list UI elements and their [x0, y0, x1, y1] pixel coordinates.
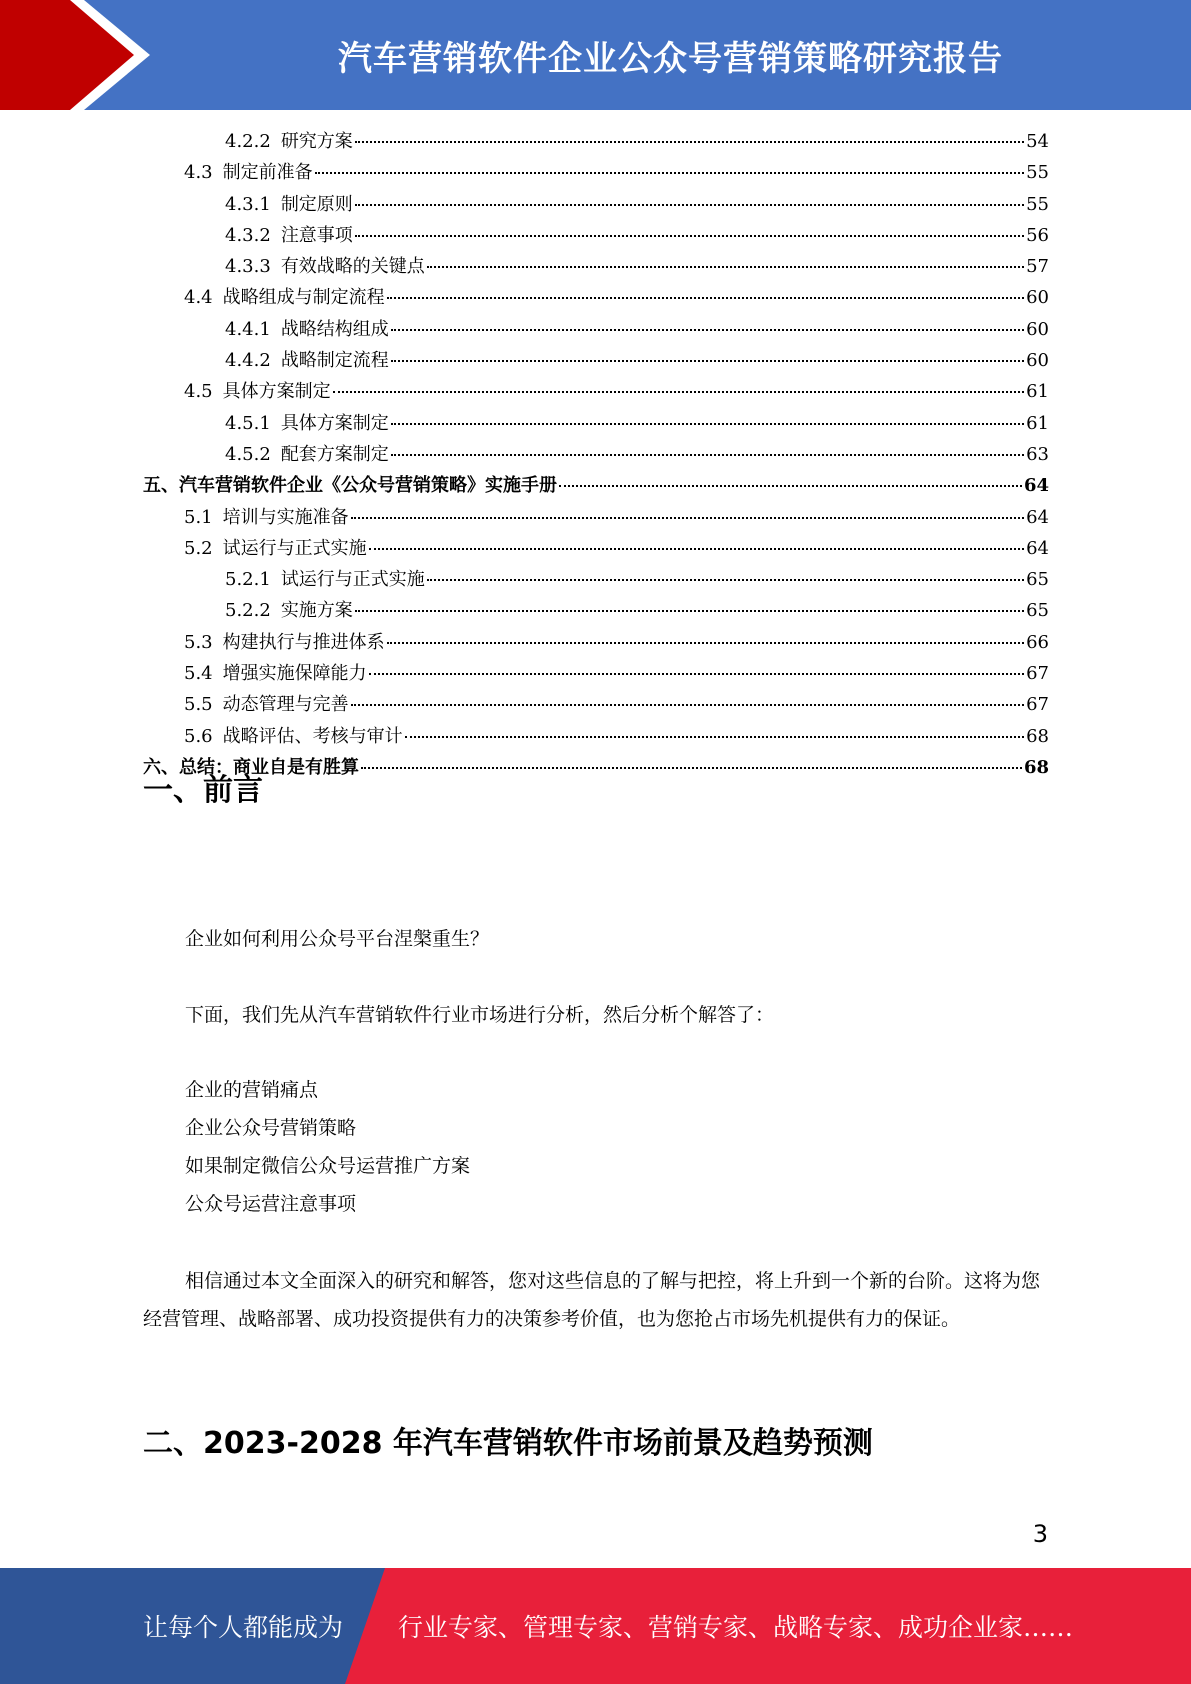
- toc-entry-number: 5.1: [184, 506, 213, 528]
- toc-entry-number: 5.2.1: [225, 569, 271, 591]
- toc-entry[interactable]: [143, 534, 1049, 565]
- toc-entry-page: 64: [1026, 506, 1049, 528]
- toc-entry[interactable]: [143, 377, 1049, 408]
- toc-entry-number: 4.4.1: [225, 318, 271, 340]
- toc-entry-page: 64: [1026, 537, 1049, 559]
- toc-entry[interactable]: [143, 190, 1049, 221]
- toc-entry-number: 5.3: [184, 631, 213, 653]
- preface-paragraph-1: 企业如何利用公众号平台涅槃重生？: [185, 928, 490, 950]
- toc-entry[interactable]: [143, 221, 1049, 252]
- toc-dot-leader: [405, 736, 1024, 738]
- toc-entry-page: 67: [1026, 694, 1049, 716]
- toc-dot-leader: [315, 172, 1024, 174]
- toc-entry-page: 55: [1026, 193, 1049, 215]
- toc-entry-page: 55: [1026, 162, 1049, 184]
- preface-list-item: 公众号运营注意事项: [185, 1193, 357, 1215]
- toc-entry-title: 制定原则: [280, 193, 353, 215]
- header-title: 汽车营销软件企业公众号营销策略研究报告: [338, 38, 1003, 79]
- toc-entry-number: 4.4: [184, 287, 213, 309]
- toc-dot-leader: [387, 642, 1024, 644]
- toc-entry[interactable]: [143, 346, 1049, 377]
- page-number: 3: [1032, 1520, 1048, 1548]
- toc-entry-title: 动态管理与完善: [222, 694, 349, 716]
- toc-entry-title: 试运行与正式实施: [280, 569, 425, 591]
- toc-entry-number: 4.3.2: [225, 224, 271, 246]
- preface-list-item: 如果制定微信公众号运营推广方案: [185, 1155, 471, 1177]
- toc-entry-page: 61: [1026, 412, 1049, 434]
- toc-entry-title: 战略制定流程: [280, 350, 389, 372]
- toc-entry-title: 增强实施保障能力: [222, 663, 367, 685]
- toc-dot-leader: [391, 329, 1024, 331]
- page-footer: [0, 1568, 1191, 1684]
- toc-entry[interactable]: [143, 628, 1049, 659]
- toc-entry-page: 68: [1026, 725, 1049, 747]
- toc-dot-leader: [369, 673, 1024, 675]
- preface-paragraph-3: 相信通过本文全面深入的研究和解答，您对这些信息的了解与把控，将上升到一个新的台阶。这将为您经营管理、战略部署、成功投资提供有力的决策参考价值，也为您抢占市场先机提供有力的保证。: [143, 1270, 1041, 1330]
- toc-entry-title: 具体方案制定: [222, 381, 331, 403]
- toc-entry-title: 制定前准备: [222, 162, 313, 184]
- toc-entry-page: 67: [1026, 663, 1049, 685]
- toc-entry-page: 64: [1023, 475, 1049, 497]
- toc-entry-number: 4.4.2: [225, 350, 271, 372]
- preface-paragraph-2: 下面，我们先从汽车营销软件行业市场进行分析，然后分析个解答了：: [185, 1004, 775, 1026]
- toc-entry-title: 配套方案制定: [280, 443, 389, 465]
- toc-entry-page: 68: [1023, 756, 1049, 778]
- toc-entry-page: 56: [1026, 224, 1049, 246]
- toc-dot-leader: [427, 579, 1024, 581]
- toc-dot-leader: [391, 454, 1024, 456]
- header-red-chevron: [0, 0, 140, 110]
- toc-entry-title: 实施方案: [280, 600, 353, 622]
- toc-entry-number: 4.5.2: [225, 443, 271, 465]
- toc-entry[interactable]: [143, 127, 1049, 158]
- toc-entry-title: 六、总结：商业自是有胜算: [143, 756, 359, 778]
- toc-entry-title: 研究方案: [280, 131, 353, 152]
- toc-entry-title: 战略结构组成: [280, 318, 389, 340]
- section-heading-preface: 一、前言: [143, 773, 263, 808]
- toc-entry[interactable]: [143, 471, 1049, 502]
- toc-dot-leader: [387, 297, 1024, 299]
- toc-dot-leader: [427, 266, 1024, 268]
- toc-entry[interactable]: [143, 440, 1049, 471]
- toc-entry-title: 战略组成与制定流程: [222, 287, 385, 309]
- toc-entry-title: 具体方案制定: [280, 412, 389, 434]
- toc-entry-title: 战略评估、考核与审计: [222, 725, 403, 747]
- toc-entry-number: 4.3.1: [225, 193, 271, 215]
- toc-entry[interactable]: [143, 722, 1049, 753]
- toc-entry-page: 60: [1026, 287, 1049, 309]
- toc-entry-number: 5.5: [184, 694, 213, 716]
- toc-dot-leader: [391, 423, 1024, 425]
- toc-entry-title: 构建执行与推进体系: [222, 631, 385, 653]
- toc-entry-number: 5.2: [184, 537, 213, 559]
- toc-entry-page: 61: [1026, 381, 1049, 403]
- toc-entry[interactable]: [143, 690, 1049, 721]
- section-heading-forecast: 二、2023-2028 年汽车营销软件市场前景及趋势预测: [143, 1426, 873, 1461]
- footer-slogan-left: 让每个人都能成为: [143, 1613, 344, 1642]
- toc-entry-page: 63: [1026, 443, 1049, 465]
- toc-entry-number: 4.5.1: [225, 412, 271, 434]
- toc-entry[interactable]: [143, 409, 1049, 440]
- preface-list-item: 企业的营销痛点: [185, 1079, 319, 1101]
- toc-entry-number: 5.6: [184, 725, 213, 747]
- toc-entry-number: 4.5: [184, 381, 213, 403]
- toc-dot-leader: [361, 767, 1022, 769]
- toc-entry-page: 60: [1026, 318, 1049, 340]
- toc-entry-number: 4.3: [184, 162, 213, 184]
- toc-entry-page: 54: [1026, 131, 1049, 152]
- toc-dot-leader: [351, 704, 1024, 706]
- toc-entry-number: 4.2.2: [225, 131, 271, 152]
- toc-dot-leader: [391, 360, 1024, 362]
- toc-dot-leader: [355, 204, 1024, 206]
- toc-entry-page: 66: [1026, 631, 1049, 653]
- toc-entry-title: 注意事项: [280, 224, 353, 246]
- toc-entry[interactable]: [143, 753, 1049, 784]
- toc-dot-leader: [559, 485, 1022, 487]
- toc-entry[interactable]: [143, 283, 1049, 314]
- toc-entry-page: 65: [1026, 600, 1049, 622]
- toc-entry-number: 4.3.3: [225, 256, 271, 278]
- toc-dot-leader: [369, 548, 1024, 550]
- toc-entry-title: 五、汽车营销软件企业《公众号营销策略》实施手册: [143, 475, 557, 497]
- footer-slogan-right: 行业专家、管理专家、营销专家、战略专家、成功企业家……: [398, 1613, 1074, 1642]
- toc-entry-number: 5.2.2: [225, 600, 271, 622]
- page-header: [0, 0, 1191, 110]
- toc-entry[interactable]: [143, 503, 1049, 534]
- preface-list-item: 企业公众号营销策略: [185, 1117, 357, 1139]
- toc-entry[interactable]: [143, 315, 1049, 346]
- toc-dot-leader: [355, 235, 1024, 237]
- toc-entry[interactable]: [143, 158, 1049, 189]
- toc-entry[interactable]: [143, 565, 1049, 596]
- toc-dot-leader: [333, 391, 1024, 393]
- toc-entry[interactable]: [143, 252, 1049, 283]
- toc-entry-page: 65: [1026, 569, 1049, 591]
- toc-entry-page: 57: [1026, 256, 1049, 278]
- toc-entry-title: 有效战略的关键点: [280, 256, 425, 278]
- toc-dot-leader: [355, 141, 1024, 143]
- table-of-contents: [143, 127, 1049, 784]
- toc-entry-number: 5.4: [184, 663, 213, 685]
- toc-entry-title: 试运行与正式实施: [222, 537, 367, 559]
- toc-dot-leader: [351, 517, 1024, 519]
- toc-entry-page: 60: [1026, 350, 1049, 372]
- toc-dot-leader: [355, 610, 1024, 612]
- toc-entry[interactable]: [143, 596, 1049, 627]
- toc-entry[interactable]: [143, 659, 1049, 690]
- toc-entry-title: 培训与实施准备: [222, 506, 349, 528]
